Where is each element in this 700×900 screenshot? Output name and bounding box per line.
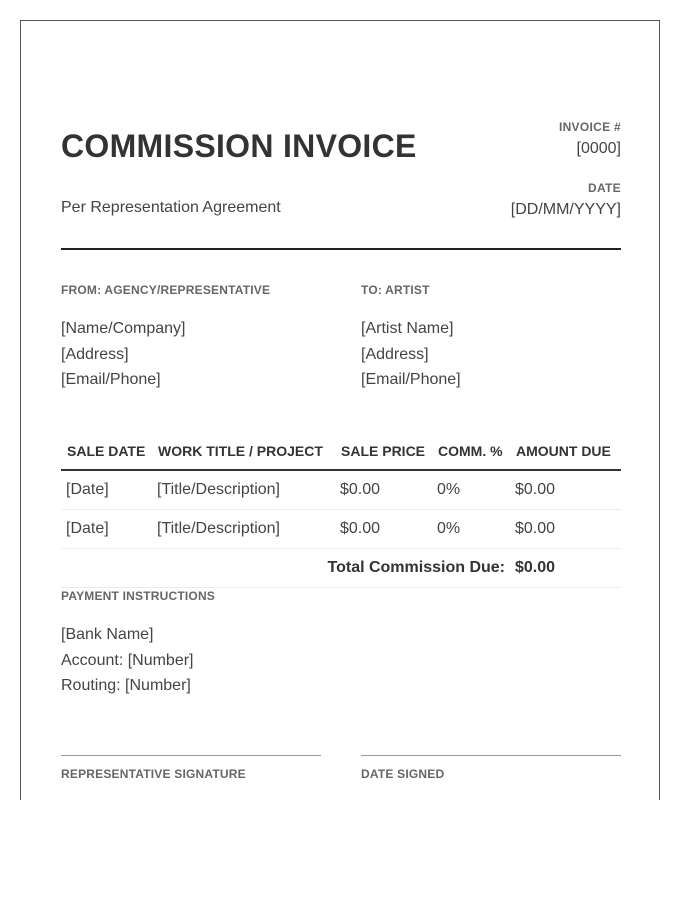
from-label: FROM: AGENCY/REPRESENTATIVE	[61, 283, 271, 297]
payment-account: Account: [Number]	[61, 651, 194, 669]
cell-work-title: [Title/Description]	[152, 510, 335, 549]
from-block	[61, 316, 186, 393]
date-signed-label: DATE SIGNED	[361, 767, 445, 781]
date-label: DATE	[588, 181, 621, 195]
signature-line	[61, 755, 321, 756]
to-address: [Address]	[361, 345, 429, 363]
from-address: [Address]	[61, 345, 129, 363]
invoice-number-value: [0000]	[576, 140, 621, 157]
total-row	[61, 549, 621, 588]
cell-sale-date: [Date]	[61, 510, 152, 549]
signature-label: REPRESENTATIVE SIGNATURE	[61, 767, 246, 781]
column-header-amount-due: AMOUNT DUE	[510, 432, 621, 470]
from-name: [Name/Company]	[61, 320, 186, 337]
table-row	[61, 510, 621, 549]
from-contact: [Email/Phone]	[61, 371, 161, 388]
total-value: $0.00	[510, 549, 621, 588]
column-header-comm-percent: COMM. %	[432, 432, 510, 470]
column-header-work-title: WORK TITLE / PROJECT	[152, 432, 335, 470]
column-header-sale-date: SALE DATE	[61, 432, 152, 470]
column-header-sale-price: SALE PRICE	[335, 432, 432, 470]
to-block	[361, 316, 461, 393]
cell-amount-due: $0.00	[510, 470, 621, 510]
cell-sale-price: $0.00	[335, 510, 432, 549]
cell-sale-date: [Date]	[61, 470, 152, 510]
to-label: TO: ARTIST	[361, 283, 430, 297]
cell-comm-percent: 0%	[432, 470, 510, 510]
payment-bank: [Bank Name]	[61, 626, 154, 643]
to-contact: [Email/Phone]	[361, 371, 461, 388]
to-name: [Artist Name]	[361, 320, 454, 337]
payment-block	[61, 622, 194, 699]
total-label: Total Commission Due:	[61, 549, 510, 588]
header-divider	[61, 248, 621, 250]
cell-sale-price: $0.00	[335, 470, 432, 510]
invoice-title: COMMISSION INVOICE	[61, 128, 417, 164]
commission-table	[61, 432, 621, 588]
table-row	[61, 470, 621, 510]
payment-label: PAYMENT INSTRUCTIONS	[61, 589, 216, 603]
payment-routing: Routing: [Number]	[61, 677, 191, 694]
date-value: [DD/MM/YYYY]	[510, 201, 621, 218]
date-signed-line	[361, 755, 621, 756]
invoice-number-label: INVOICE #	[558, 120, 621, 134]
table-header-row	[61, 432, 621, 470]
cell-comm-percent: 0%	[432, 510, 510, 549]
invoice-subtitle: Per Representation Agreement	[61, 199, 281, 216]
cell-work-title: [Title/Description]	[152, 470, 335, 510]
cell-amount-due: $0.00	[510, 510, 621, 549]
